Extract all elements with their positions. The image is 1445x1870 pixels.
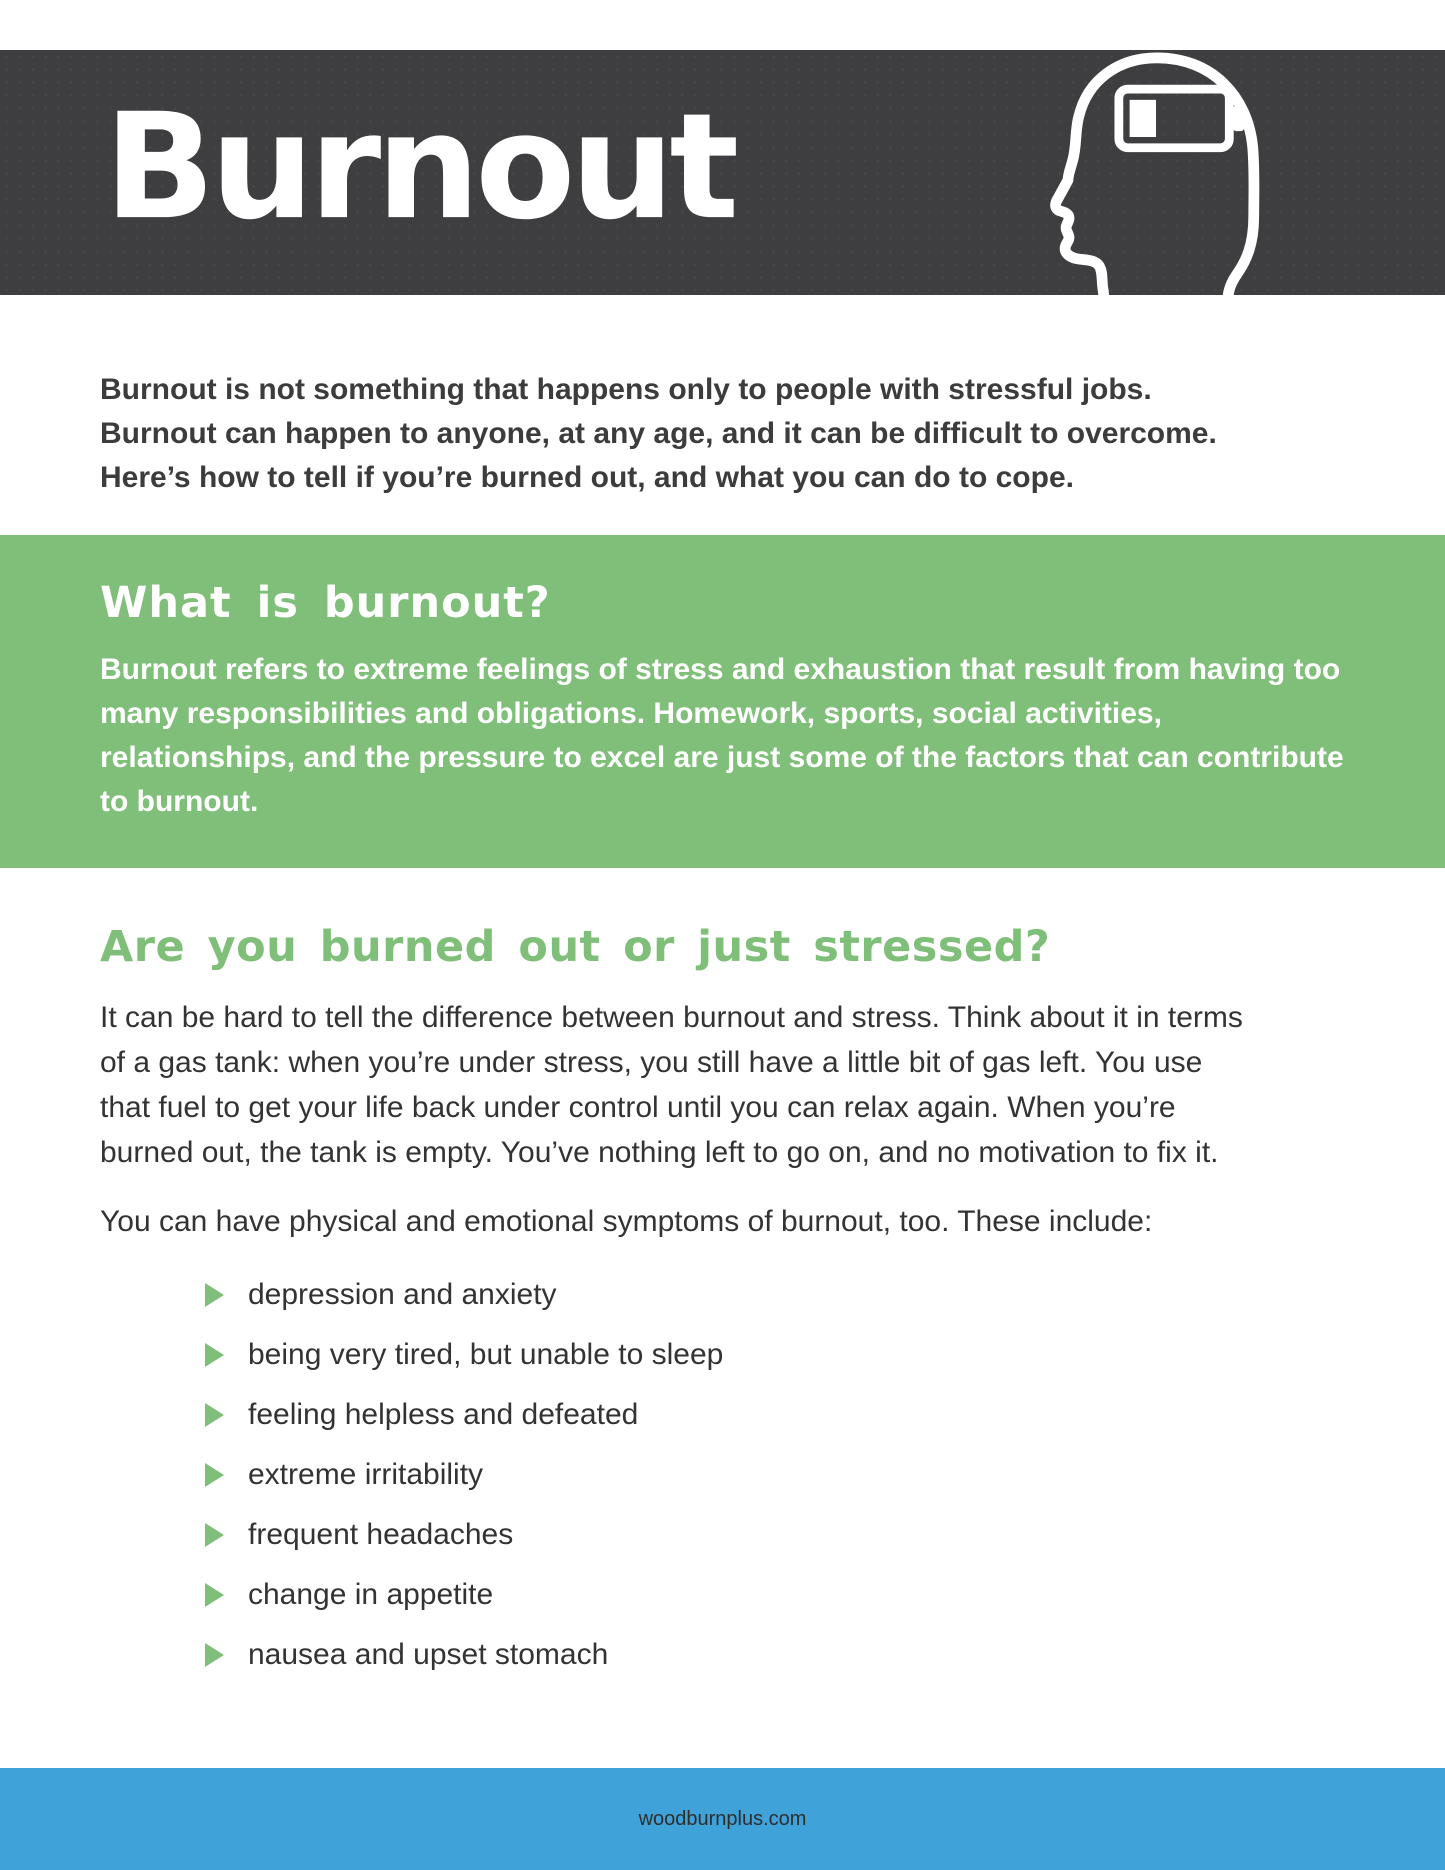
triangle-bullet-icon (205, 1583, 224, 1607)
symptom-list-item (205, 1518, 1255, 1552)
intro-paragraph: Burnout is not something that happens only to people with stressful jobs. Burnout can happen to anyone, at any age, and it can be difficult to overcome. Here’s how to tell if you’re burned out, and what you can do to cope. (100, 373, 1217, 494)
triangle-bullet-icon (205, 1643, 224, 1667)
battery-charge-level (1130, 100, 1156, 137)
symptoms-intro-paragraph: You can have physical and emotional symptoms of burnout, too. These include: (100, 1205, 1153, 1239)
symptom-label: extreme irritability (248, 1458, 484, 1492)
symptom-list-item (205, 1458, 1255, 1492)
symptom-list-item (205, 1638, 1255, 1672)
triangle-bullet-icon (205, 1403, 224, 1427)
gas-tank-paragraph: It can be hard to tell the difference between burnout and stress. Think about it in terms of a gas tank: when you’re under stress, you still have a little bit of gas left. You use that fuel to get your life back under control until you can relax again. When you’re burned out, the tank is empty. You’ve nothing left to go on, and no motivation to fix it. (100, 1001, 1243, 1170)
triangle-bullet-icon (205, 1283, 224, 1307)
symptom-label: nausea and upset stomach (248, 1638, 609, 1672)
burned-out-or-stressed-heading: Are you burned out or just stressed? (100, 922, 1051, 972)
page-title: Burnout (104, 81, 735, 252)
footer-website: woodburnplus.com (638, 1807, 807, 1830)
what-is-burnout-body: Burnout refers to extreme feelings of stress and exhaustion that result from having too many responsibilities and obligations. Homework, sports, social activities, relationships, and the pressure to excel are just some of the factors that can contribute to burnout. (100, 653, 1344, 819)
footer-bar (0, 1768, 1445, 1870)
burned-out-or-stressed-section (100, 924, 1255, 1698)
what-is-burnout-section (0, 535, 1445, 868)
symptom-list (100, 1278, 1255, 1672)
symptom-list-item (205, 1398, 1255, 1432)
symptom-list-item (205, 1578, 1255, 1612)
symptom-label: change in appetite (248, 1578, 494, 1612)
symptom-label: frequent headaches (248, 1518, 514, 1552)
symptom-label: being very tired, but unable to sleep (248, 1338, 724, 1372)
what-is-burnout-heading: What is burnout? (100, 578, 551, 628)
triangle-bullet-icon (205, 1523, 224, 1547)
header-bar (0, 50, 1445, 295)
triangle-bullet-icon (205, 1343, 224, 1367)
symptom-label: depression and anxiety (248, 1278, 557, 1312)
symptom-label: feeling helpless and defeated (248, 1398, 639, 1432)
symptom-list-item (205, 1278, 1255, 1312)
triangle-bullet-icon (205, 1463, 224, 1487)
symptom-list-item (205, 1338, 1255, 1372)
battery-terminal (1233, 106, 1244, 131)
head-low-battery-icon (1025, 50, 1287, 295)
